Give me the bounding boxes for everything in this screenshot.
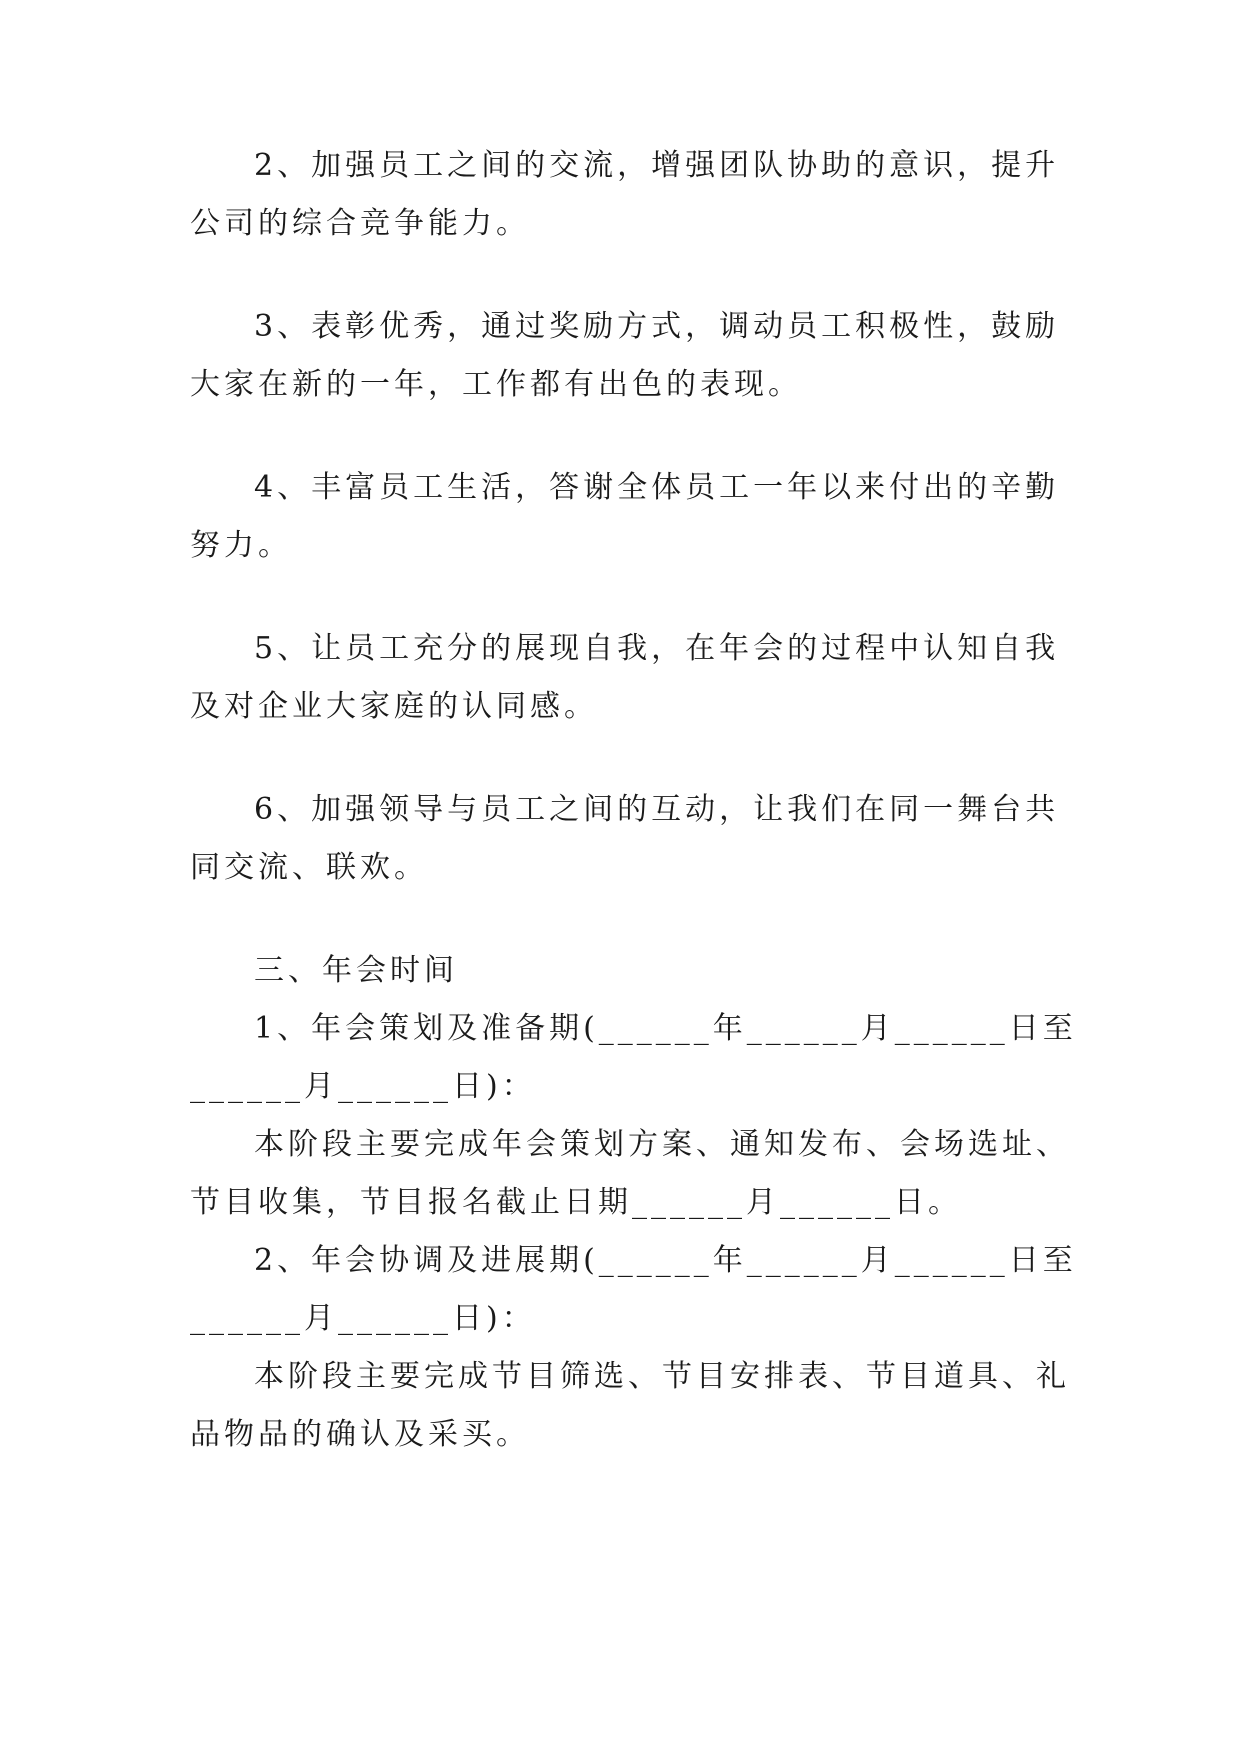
phase-2-desc-line2: 品物品的确认及采买。 — [190, 1417, 530, 1452]
section-heading — [190, 942, 1050, 1000]
phase-1-line1: 1、年会策划及准备期(______年______月______日至 — [254, 1011, 1077, 1046]
goal-item-2-line2: 公司的综合竞争能力。 — [190, 206, 530, 241]
goal-item-5-line1: 5、让员工充分的展现自我，在年会的过程中认知自我 — [254, 631, 1060, 666]
goal-item-6 — [190, 781, 1060, 897]
goal-item-2-line1: 2、加强员工之间的交流，增强团队协助的意识，提升 — [254, 148, 1060, 183]
goal-item-3 — [190, 298, 1060, 414]
goal-item-6-line1: 6、加强领导与员工之间的互动，让我们在同一舞台共 — [254, 792, 1060, 827]
phase-1-desc-line2: 节目收集，节目报名截止日期______月______日。 — [190, 1185, 962, 1220]
phase-1 — [190, 1000, 1077, 1232]
section-heading-text: 三、年会时间 — [254, 953, 458, 988]
phase-1-desc-line1: 本阶段主要完成年会策划方案、通知发布、会场选址、 — [254, 1127, 1070, 1162]
goal-item-2 — [190, 137, 1060, 253]
goal-item-5 — [190, 620, 1060, 736]
phase-2-line2: ______月______日)： — [190, 1301, 536, 1336]
phase-2-desc-line1: 本阶段主要完成节目筛选、节目安排表、节目道具、礼 — [254, 1359, 1070, 1394]
goal-item-4-line2: 努力。 — [190, 528, 292, 563]
goal-item-3-line1: 3、表彰优秀，通过奖励方式，调动员工积极性，鼓励 — [254, 309, 1060, 344]
phase-2 — [190, 1232, 1077, 1464]
goal-item-5-line2: 及对企业大家庭的认同感。 — [190, 689, 598, 724]
goal-item-4 — [190, 459, 1060, 575]
goal-item-3-line2: 大家在新的一年，工作都有出色的表现。 — [190, 367, 802, 402]
goal-item-4-line1: 4、丰富员工生活，答谢全体员工一年以来付出的辛勤 — [254, 470, 1060, 505]
phase-1-line2: ______月______日)： — [190, 1069, 536, 1104]
phase-2-line1: 2、年会协调及进展期(______年______月______日至 — [254, 1243, 1077, 1278]
goal-item-6-line2: 同交流、联欢。 — [190, 850, 428, 885]
